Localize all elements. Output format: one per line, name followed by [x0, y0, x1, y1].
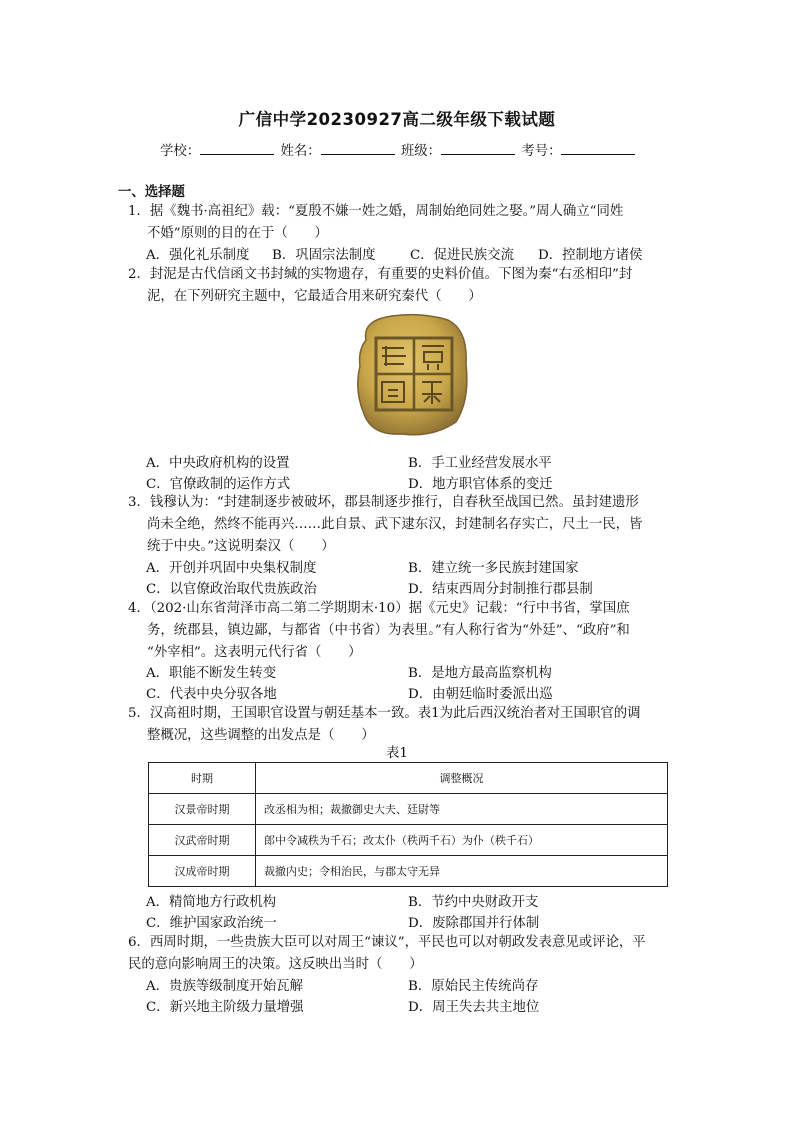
q5-option-d[interactable]: D．废除郡国并行体制 — [408, 916, 540, 931]
q2-option-c[interactable]: C．官僚政制的运作方式 — [146, 477, 291, 492]
question-6 — [128, 932, 688, 976]
q4-line3: “外宰相”。这表明元代行省（ ） — [147, 645, 362, 660]
q4-option-b[interactable]: B．是地方最高监察机构 — [408, 666, 552, 681]
q5-option-a[interactable]: A．精简地方行政机构 — [146, 895, 277, 910]
adjustment-table — [148, 762, 668, 887]
q3-number: 3． — [128, 495, 150, 510]
q5-option-c[interactable]: C．维护国家政治统一 — [146, 916, 277, 931]
name-label: 姓名： — [280, 144, 321, 159]
q3-option-d[interactable]: D．结束西周分封制推行郡县制 — [408, 582, 593, 597]
id-blank[interactable] — [561, 142, 635, 155]
q1-line2: 不婚”原则的目的在于（ ） — [147, 226, 328, 241]
table-cell-summary: 郎中令减秩为千石；改太仆（秩两千石）为仆（秩千石） — [256, 825, 668, 856]
q4-option-c[interactable]: C．代表中央分驭各地 — [146, 687, 277, 702]
q6-line2: 民的意向影响周王的决策。这反映出当时（ ） — [128, 957, 423, 972]
seal-clay-image — [352, 310, 472, 440]
q3-option-b[interactable]: B．建立统一多民族封建国家 — [408, 561, 579, 576]
exam-title: 广信中学20230927高二级年级下载试题 — [238, 110, 556, 129]
school-blank[interactable] — [200, 142, 274, 155]
q4-option-d[interactable]: D．由朝廷临时委派出巡 — [408, 687, 553, 702]
q1-option-d[interactable]: D．控制地方诸侯 — [538, 248, 643, 263]
class-label: 班级： — [400, 144, 442, 159]
q4-line1: （202·山东省菏泽市高二第二学期期末·10）据《元史》记载：“行中书省，掌国庶 — [149, 601, 630, 616]
table-cell-summary: 裁撤内史；令相治民，与郡太守无异 — [256, 856, 668, 887]
table-row — [149, 825, 668, 856]
q2-number: 2． — [128, 267, 150, 282]
q4-option-a[interactable]: A．职能不断发生转变 — [146, 666, 277, 681]
q1-option-c[interactable]: C．促进民族交流 — [410, 248, 514, 263]
question-5 — [128, 703, 688, 747]
question-4 — [128, 598, 688, 664]
q5-number: 5． — [128, 706, 150, 721]
table-cell-period: 汉景帝时期 — [149, 794, 256, 825]
q5-line2: 整概况，这些调整的出发点是（ ） — [147, 728, 375, 743]
q1-option-a[interactable]: A．强化礼乐制度 — [146, 248, 250, 263]
q6-option-b[interactable]: B．原始民主传统尚存 — [408, 979, 539, 994]
question-3 — [128, 492, 688, 558]
q4-number: 4． — [128, 601, 150, 616]
table-row — [149, 856, 668, 887]
q6-line1: 西周时期，一些贵族大臣可以对周王“谏议”，平民也可以对朝政发表意见或评论，平 — [149, 935, 646, 950]
name-blank[interactable] — [321, 142, 395, 155]
q5-option-b[interactable]: B．节约中央财政开支 — [408, 895, 539, 910]
q2-line2: 泥，在下列研究主题中，它最适合用来研究秦代（ ） — [147, 289, 482, 304]
table-caption: 表1 — [386, 746, 408, 761]
q2-option-b[interactable]: B．手工业经营发展水平 — [408, 456, 552, 471]
student-info-row — [160, 140, 637, 159]
q3-option-c[interactable]: C．以官僚政治取代贵族政治 — [146, 582, 317, 597]
id-label: 考号： — [521, 144, 562, 159]
question-1 — [128, 201, 688, 245]
school-label: 学校： — [160, 144, 201, 159]
table-cell-summary: 改丞相为相；裁撤御史大夫、廷尉等 — [256, 794, 668, 825]
table-header-period: 时期 — [149, 763, 256, 794]
q6-option-a[interactable]: A．贵族等级制度开始瓦解 — [146, 979, 303, 994]
question-2 — [128, 264, 688, 308]
q1-number: 1． — [128, 204, 150, 219]
q6-option-d[interactable]: D．周王失去共主地位 — [408, 1000, 540, 1015]
q1-line1: 据《魏书·高祖纪》载：“夏殷不嫌一姓之婚，周制始绝同姓之娶。”周人确立“同姓 — [149, 204, 624, 219]
q4-line2: 务，统郡县，镇边鄙，与都省（中书省）为表里。”有人称行省为“外廷”、“政府”和 — [147, 623, 630, 638]
q1-option-b[interactable]: B．巩固宗法制度 — [272, 248, 376, 263]
table-header-row — [149, 763, 668, 794]
q6-option-c[interactable]: C．新兴地主阶级力量增强 — [146, 1000, 304, 1015]
table-header-summary: 调整概况 — [256, 763, 668, 794]
table-cell-period: 汉武帝时期 — [149, 825, 256, 856]
q2-option-d[interactable]: D．地方职官体系的变迁 — [408, 477, 553, 492]
q2-line1: 封泥是古代信函文书封缄的实物遗存，有重要的史料价值。下图为秦“右丞相印”封 — [149, 267, 633, 282]
table-cell-period: 汉成帝时期 — [149, 856, 256, 887]
q3-option-a[interactable]: A．开创并巩固中央集权制度 — [146, 561, 317, 576]
q5-line1: 汉高祖时期，王国职官设置与朝廷基本一致。表1为此后西汉统治者对王国职官的调 — [149, 706, 641, 721]
table-row — [149, 794, 668, 825]
q3-line1: 钱穆认为：“封建制逐步被破坏，郡县制逐步推行，自春秋至战国已然。虽封建遗形 — [149, 495, 639, 510]
q3-line2: 尚未全绝，然终不能再兴……此自景、武下逮东汉，封建制名存实亡，尺土一民，皆 — [147, 517, 643, 532]
q2-option-a[interactable]: A．中央政府机构的设置 — [146, 456, 290, 471]
class-blank[interactable] — [441, 142, 515, 155]
q3-line3: 统于中央。”这说明秦汉（ ） — [147, 539, 335, 554]
q6-number: 6． — [128, 935, 150, 950]
section-heading: 一、选择题 — [118, 185, 185, 200]
